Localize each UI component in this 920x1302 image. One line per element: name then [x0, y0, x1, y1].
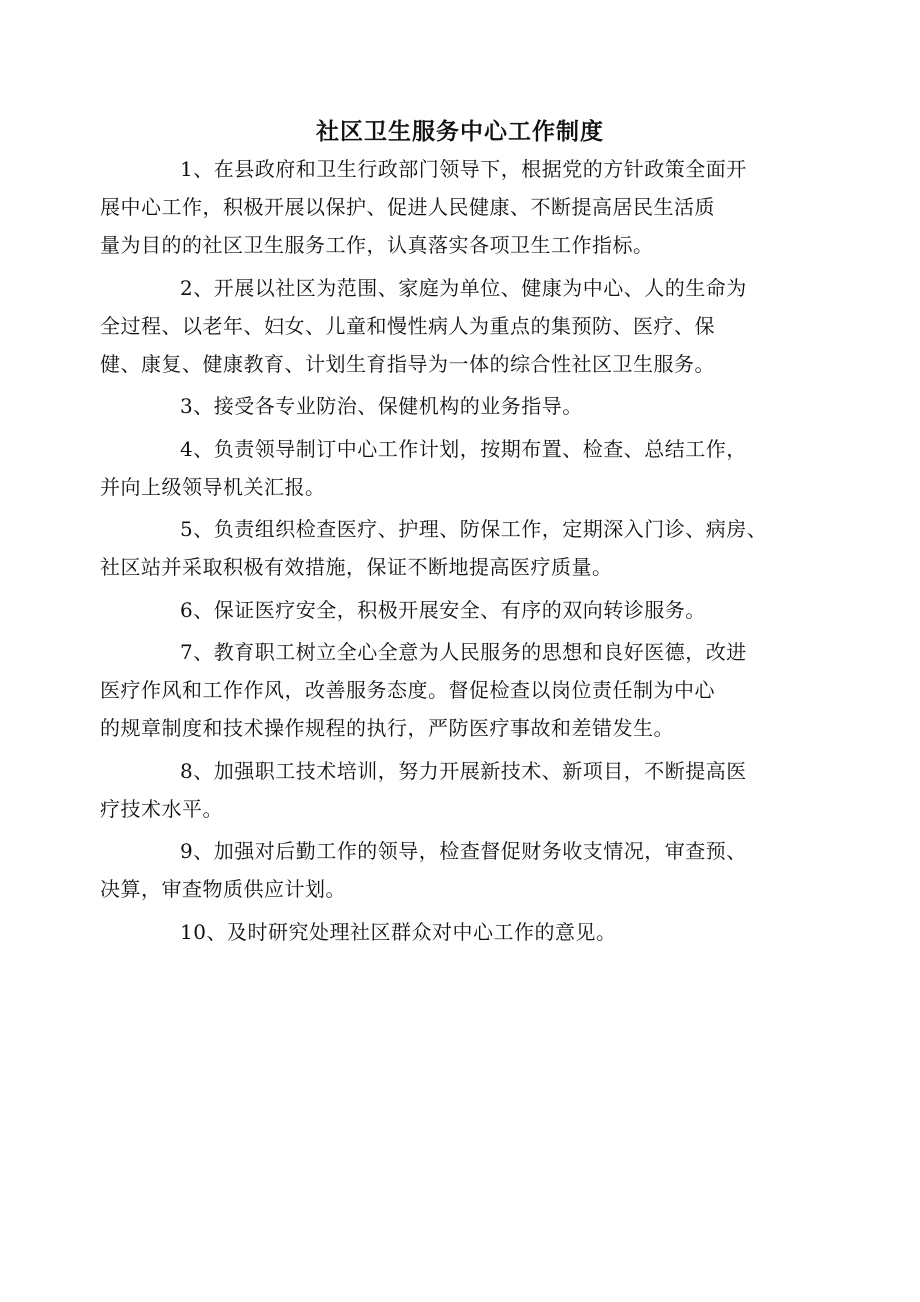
paragraph-line: 社区站并采取积极有效措施，保证不断地提高医疗质量。 — [100, 555, 613, 579]
paragraph-line: 疗技术水平。 — [100, 796, 223, 821]
paragraph-7 — [100, 633, 780, 747]
paragraph-1 — [100, 150, 780, 264]
paragraph-9 — [100, 832, 780, 908]
paragraph-line: 量为目的的社区卫生服务工作，认真落实各项卫生工作指标。 — [100, 233, 654, 257]
paragraph-line: 决算，审查物质供应计划。 — [100, 877, 346, 901]
paragraph-6 — [140, 591, 780, 629]
paragraph-5 — [100, 510, 780, 586]
paragraph-line: 10、及时研究处理社区群众对中心工作的意见。 — [180, 919, 617, 944]
paragraph-line: 5、负责组织检查医疗、护理、防保工作，定期深入门诊、病房、 — [180, 517, 768, 541]
paragraph-3 — [140, 387, 780, 425]
paragraph-line: 2、开展以社区为范围、家庭为单位、健康为中心、人的生命为 — [180, 275, 747, 300]
paragraph-line: 1、在县政府和卫生行政部门领导下，根据党的方针政策全面开 — [180, 157, 747, 181]
paragraph-line: 展中心工作，积极开展以保护、促进人民健康、不断提高居民生活质 — [100, 195, 715, 219]
paragraph-line: 并向上级领导机关汇报。 — [100, 474, 326, 499]
document-title: 社区卫生服务中心工作制度 — [316, 118, 604, 145]
paragraph-line: 医疗作风和工作作风，改善服务态度。督促检查以岗位责任制为中心 — [100, 678, 715, 702]
paragraph-line: 9、加强对后勤工作的领导，检查督促财务收支情况，审查预、 — [180, 839, 747, 863]
paragraph-4 — [100, 430, 780, 506]
paragraph-line: 3、接受各专业防治、保健机构的业务指导。 — [180, 394, 583, 418]
paragraph-8 — [100, 752, 780, 828]
paragraph-2 — [100, 269, 780, 383]
paragraph-line: 6、保证医疗安全，积极开展安全、有序的双向转诊服务。 — [180, 597, 706, 622]
paragraph-10 — [140, 913, 780, 951]
paragraph-line: 全过程、以老年、妇女、儿童和慢性病人为重点的集预防、医疗、保 — [100, 313, 715, 338]
paragraph-line: 7、教育职工树立全心全意为人民服务的思想和良好医德，改进 — [180, 640, 747, 664]
document-body — [100, 150, 780, 955]
paragraph-line: 健、康复、健康教育、计划生育指导为一体的综合性社区卫生服务。 — [100, 351, 715, 376]
paragraph-line: 的规章制度和技术操作规程的执行，严防医疗事故和差错发生。 — [100, 716, 674, 740]
paragraph-line: 8、加强职工技术培训，努力开展新技术、新项目，不断提高医 — [180, 758, 747, 783]
paragraph-line: 4、负责领导制订中心工作计划，按期布置、检查、总结工作， — [180, 436, 747, 461]
